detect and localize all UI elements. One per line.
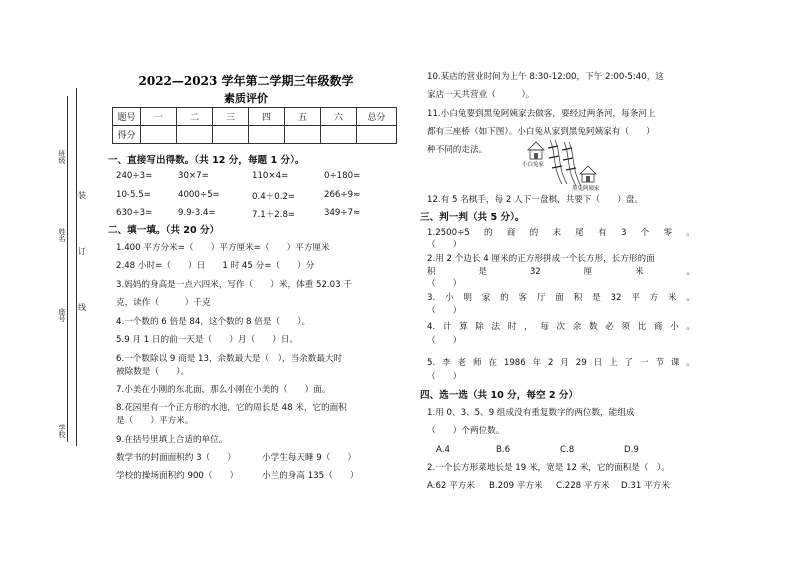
score-row-label: 得分 <box>113 126 141 144</box>
section2-heading: 二、填一填。（共 20 分） <box>108 225 220 236</box>
score-input-cell[interactable] <box>249 126 285 144</box>
choice-option[interactable]: C.228 平方米 <box>556 481 610 491</box>
section1-heading: 一、直接写出得数。（共 12 分，每题 1 分）。 <box>108 155 305 166</box>
choice-option[interactable]: D.31 平方米 <box>621 481 670 491</box>
fill-item: 7.小美在小刚的东北面，那么小刚在小美的（ ）面。 <box>116 385 331 395</box>
calc-item: 266÷9≈ <box>324 190 361 200</box>
judge-item-2-line: 2.用 2 个边长 4 厘米的正方形拼成一个长方形，长方形的面 <box>427 254 655 264</box>
calc-item: 7.1＋2.8= <box>252 210 296 220</box>
fill-item: 1.400 平方分米=（ ）平方厘米=（ ）平方厘米 <box>116 243 330 253</box>
score-input-cell[interactable] <box>321 126 357 144</box>
fill-item: 是（ ）平方米。 <box>116 416 194 426</box>
choice-option[interactable]: B.209 平方米 <box>489 481 543 491</box>
fill-item: 9.在括号里填上合适的单位。 <box>116 435 228 445</box>
score-header-cell: 总分 <box>357 108 397 126</box>
calc-item: 9.9-3.4= <box>178 208 216 218</box>
margin-label-class: 班级 <box>58 150 66 164</box>
margin-line-outer <box>67 96 68 442</box>
unit-item: 学校的操场面积约 900（ ） <box>116 471 239 481</box>
margin-label-seat: 座号 <box>58 308 66 322</box>
score-header-cell: 二 <box>177 108 213 126</box>
score-input-cell[interactable] <box>141 126 177 144</box>
calc-item: 349÷7≈ <box>324 208 361 218</box>
fill-item: 3.妈妈的身高是一点六四米，写作（ ）米，体重 52.03 千 <box>116 280 352 290</box>
calc-item: 4000÷5= <box>178 190 220 200</box>
calc-item: 0.4＋0.2= <box>252 192 296 202</box>
q10-line: 10.某店的营业时间为上午 8:30-12:00，下午 2:00-5:40，这 <box>427 72 664 82</box>
fill-item: 4.一个数的 6 倍是 84，这个数的 8 倍是（ ）。 <box>116 317 311 327</box>
score-header-cell: 题号 <box>113 108 141 126</box>
calc-item: 30×7= <box>178 171 209 181</box>
choice-option[interactable]: B.6 <box>496 445 511 455</box>
fill-item: 2.48 小时=（ ）日 1 时 45 分=（ ）分 <box>116 261 315 271</box>
unit-item: 小兰的身高 135（ ） <box>262 471 359 481</box>
binding-char-1: 装 <box>78 191 86 200</box>
aunt-house-label: 黑兔阿姨家 <box>572 186 600 192</box>
fill-item: 克，读作（ ）千克 <box>116 298 211 308</box>
judge-item-2: 积 是 32 厘 米 。 <box>427 267 695 277</box>
score-header-cell: 四 <box>249 108 285 126</box>
q11-line: 种不同的走法。 <box>427 145 488 155</box>
choice-q1-line: （ ）个两位数。 <box>427 426 505 436</box>
judge-answer-4[interactable]: （ ） <box>427 336 462 346</box>
page-title: 2022—2023 学年第二学期三年级数学 <box>138 74 354 88</box>
calc-item: 10-5.5= <box>116 190 151 200</box>
margin-line-inner <box>76 88 77 446</box>
fill-item: 被除数是（ ）。 <box>116 367 190 377</box>
choice-option[interactable]: C.8 <box>560 445 575 455</box>
unit-item: 小学生每天睡 9（ ） <box>262 453 357 463</box>
rabbit-house-label: 小白兔家 <box>522 162 545 168</box>
calc-item: 0÷180= <box>324 171 361 181</box>
margin-label-name: 姓名 <box>58 228 66 242</box>
score-header-cell: 一 <box>141 108 177 126</box>
fill-item: 5.9 月 1 日的前一天是（ ）月（ ）日。 <box>116 335 299 345</box>
section4-heading: 四、选一选（共 10 分，每空 2 分） <box>420 390 579 401</box>
binding-char-2: 订 <box>78 247 86 256</box>
judge-item-1: 1.2500÷5 的 商 的 末 尾 有 3 个 零 。 <box>427 228 695 238</box>
q11-line: 都有三座桥（如下图）。小白兔从家到黑兔阿姨家有（ ） <box>427 127 655 137</box>
page-subtitle: 素质评价 <box>224 92 268 105</box>
choice-q2-line: 2.一个长方形菜地长是 19 米，宽是 12 米，它的面积是（ ）。 <box>427 463 670 473</box>
score-header-cell: 六 <box>321 108 357 126</box>
q10-line: 家店一天共营业（ ）。 <box>427 90 535 100</box>
score-input-cell[interactable] <box>285 126 321 144</box>
calc-item: 630÷3= <box>116 208 153 218</box>
choice-q1-line: 1.用 0、3、5、9 组成没有重复数字的两位数，能组成 <box>427 408 635 418</box>
choice-option[interactable]: A.62 平方米 <box>427 481 475 491</box>
margin-label-school: 学校 <box>58 424 66 438</box>
judge-item-4: 4. 计 算 除 法 时 ， 每 次 余 数 必 须 比 商 小 。 <box>427 322 695 332</box>
q11-line: 11.小白兔要到黑兔阿姨家去做客，要经过两条河，每条河上 <box>427 109 656 119</box>
score-header-cell: 五 <box>285 108 321 126</box>
score-table <box>112 107 397 144</box>
judge-answer-2[interactable]: （ ） <box>427 279 462 289</box>
calc-item: 110×4= <box>252 171 289 181</box>
binding-char-3: 线 <box>78 303 86 312</box>
score-input-cell[interactable] <box>357 126 397 144</box>
choice-option[interactable]: A.4 <box>436 445 450 455</box>
choice-option[interactable]: D.9 <box>624 445 639 455</box>
judge-item-5: 5. 李 老 师 在 1986 年 2 月 29 日 上 了 一 节 课 。 <box>427 358 695 368</box>
unit-item: 数学书的封面面积约 3（ ） <box>116 453 236 463</box>
score-input-cell[interactable] <box>213 126 249 144</box>
section3-heading: 三、判一判（共 5 分）。 <box>420 212 525 223</box>
score-table-header-row <box>113 108 397 126</box>
score-table-score-row <box>113 126 397 144</box>
judge-answer-5[interactable]: （ ） <box>427 372 462 382</box>
judge-answer-1[interactable]: （ ） <box>427 240 462 250</box>
fill-item: 8.花园里有一个正方形的水池，它的周长是 48 米，它的面积 <box>116 403 347 413</box>
bridge-illustration <box>522 138 598 192</box>
judge-answer-3[interactable]: （ ） <box>427 306 462 316</box>
q12-line: 12.有 5 名棋手，每 2 人下一盘棋，共要下（ ）盘。 <box>427 195 643 205</box>
fill-item: 6.一个数除以 9 商是 13，余数最大是（ ），当余数最大时 <box>116 354 343 364</box>
calc-item: 240÷3= <box>116 171 153 181</box>
score-input-cell[interactable] <box>177 126 213 144</box>
score-header-cell: 三 <box>213 108 249 126</box>
judge-item-3: 3. 小 明 家 的 客 厅 面 积 是 32 平 方 米 。 <box>427 293 695 303</box>
